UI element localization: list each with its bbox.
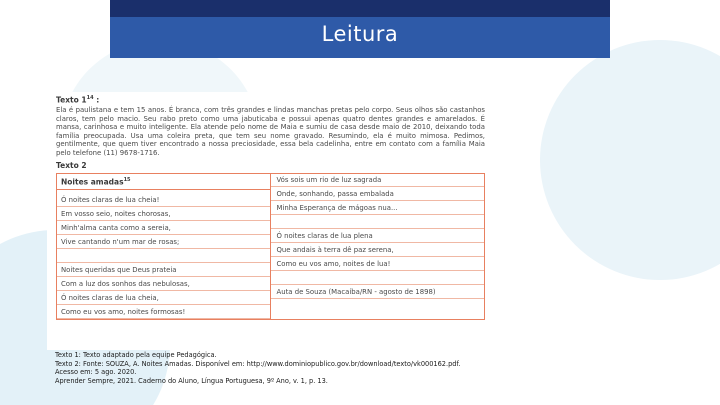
poem-line: Que andais à terra dê paz serena,: [271, 245, 485, 257]
poem-line: Noites queridas que Deus prateia: [57, 265, 270, 277]
poem-line: Vós sois um rio de luz sagrada: [271, 175, 485, 187]
sources-block: [55, 351, 675, 385]
poem-line: Com a luz dos sonhos das nebulosas,: [57, 279, 270, 291]
source-line: Acesso em: 5 ago. 2020.: [55, 368, 137, 377]
poem-line: Ó noites claras de lua plena: [271, 231, 485, 243]
poem-line: Como eu vos amo, noites de lua!: [271, 259, 485, 271]
background-circle: [540, 40, 720, 280]
source-line: Texto 2: Fonte: SOUZA, A. Noites Amadas. Disponível em: http://www.dominiopublico.gov.br/download/texto/vk000162.pdf.: [55, 359, 461, 368]
title-banner: [110, 0, 610, 58]
poem-line: [57, 251, 270, 263]
source-line: Texto 1: Texto adaptado pela equipe Pedagógica.: [55, 351, 217, 359]
poem-line: Em vosso seio, noites chorosas,: [57, 209, 270, 221]
poem-author: Auta de Souza (Macaíba/RN - agosto de 1898): [271, 287, 485, 299]
poem-line: Vive cantando n'um mar de rosas;: [57, 237, 270, 249]
slide-title: Leitura: [321, 22, 399, 46]
poem-table: [56, 173, 485, 320]
poem-line: Minha Esperança de mágoas nua...: [271, 203, 485, 215]
poem-line: [271, 273, 485, 285]
poem-line: Ó noites claras de lua cheia!: [57, 195, 270, 207]
text1-paragraph: Ela é paulistana e tem 15 anos. É branca, com três grandes e lindas manchas pretas pelo corpo. Seus olhos são castanhos claros, tem pelo macio. Seu rabo preto como uma jabuticaba e possui apenas quatro dentes grandes e amarelados. É mansa, carinhosa e muito inteligente. Ela atende pelo nome de Maia e sumiu de casa desde maio de 2010, deixando toda família preocupada. Usa uma coleira preta, que tem seu nome gravado. Resumindo, ela é muito mimosa. Pedimos, gentilmente, que quem tiver encontrado a nossa preciosidade, essa bela cadelinha, entre em contato com a família Maia pelo telefone (11) 9678-1716.: [56, 106, 485, 157]
poem-left-column: [57, 174, 271, 319]
poem-line: Ó noites claras de lua cheia,: [57, 293, 270, 305]
source-line: Aprender Sempre, 2021. Caderno do Aluno, Língua Portuguesa, 9º Ano, v. 1, p. 13.: [55, 376, 328, 385]
text2-heading: Texto 2: [56, 160, 87, 170]
textbook-excerpt: [47, 92, 494, 350]
poem-line: [271, 217, 485, 229]
poem-line: Minh'alma canta como a sereia,: [57, 223, 270, 235]
poem-title: Noites amadas$^{15}$: [57, 174, 270, 190]
banner-top-strip: [110, 0, 610, 17]
poem-footnote-mark: 15: [123, 176, 131, 183]
poem-right-column: [271, 174, 485, 319]
poem-line: Onde, sonhando, passa embalada: [271, 189, 485, 201]
text1-footnote-mark: 14: [86, 95, 94, 101]
text1-heading: Texto $1^{14}$ :: [56, 95, 100, 105]
poem-line: Como eu vos amo, noites formosas!: [57, 307, 270, 319]
